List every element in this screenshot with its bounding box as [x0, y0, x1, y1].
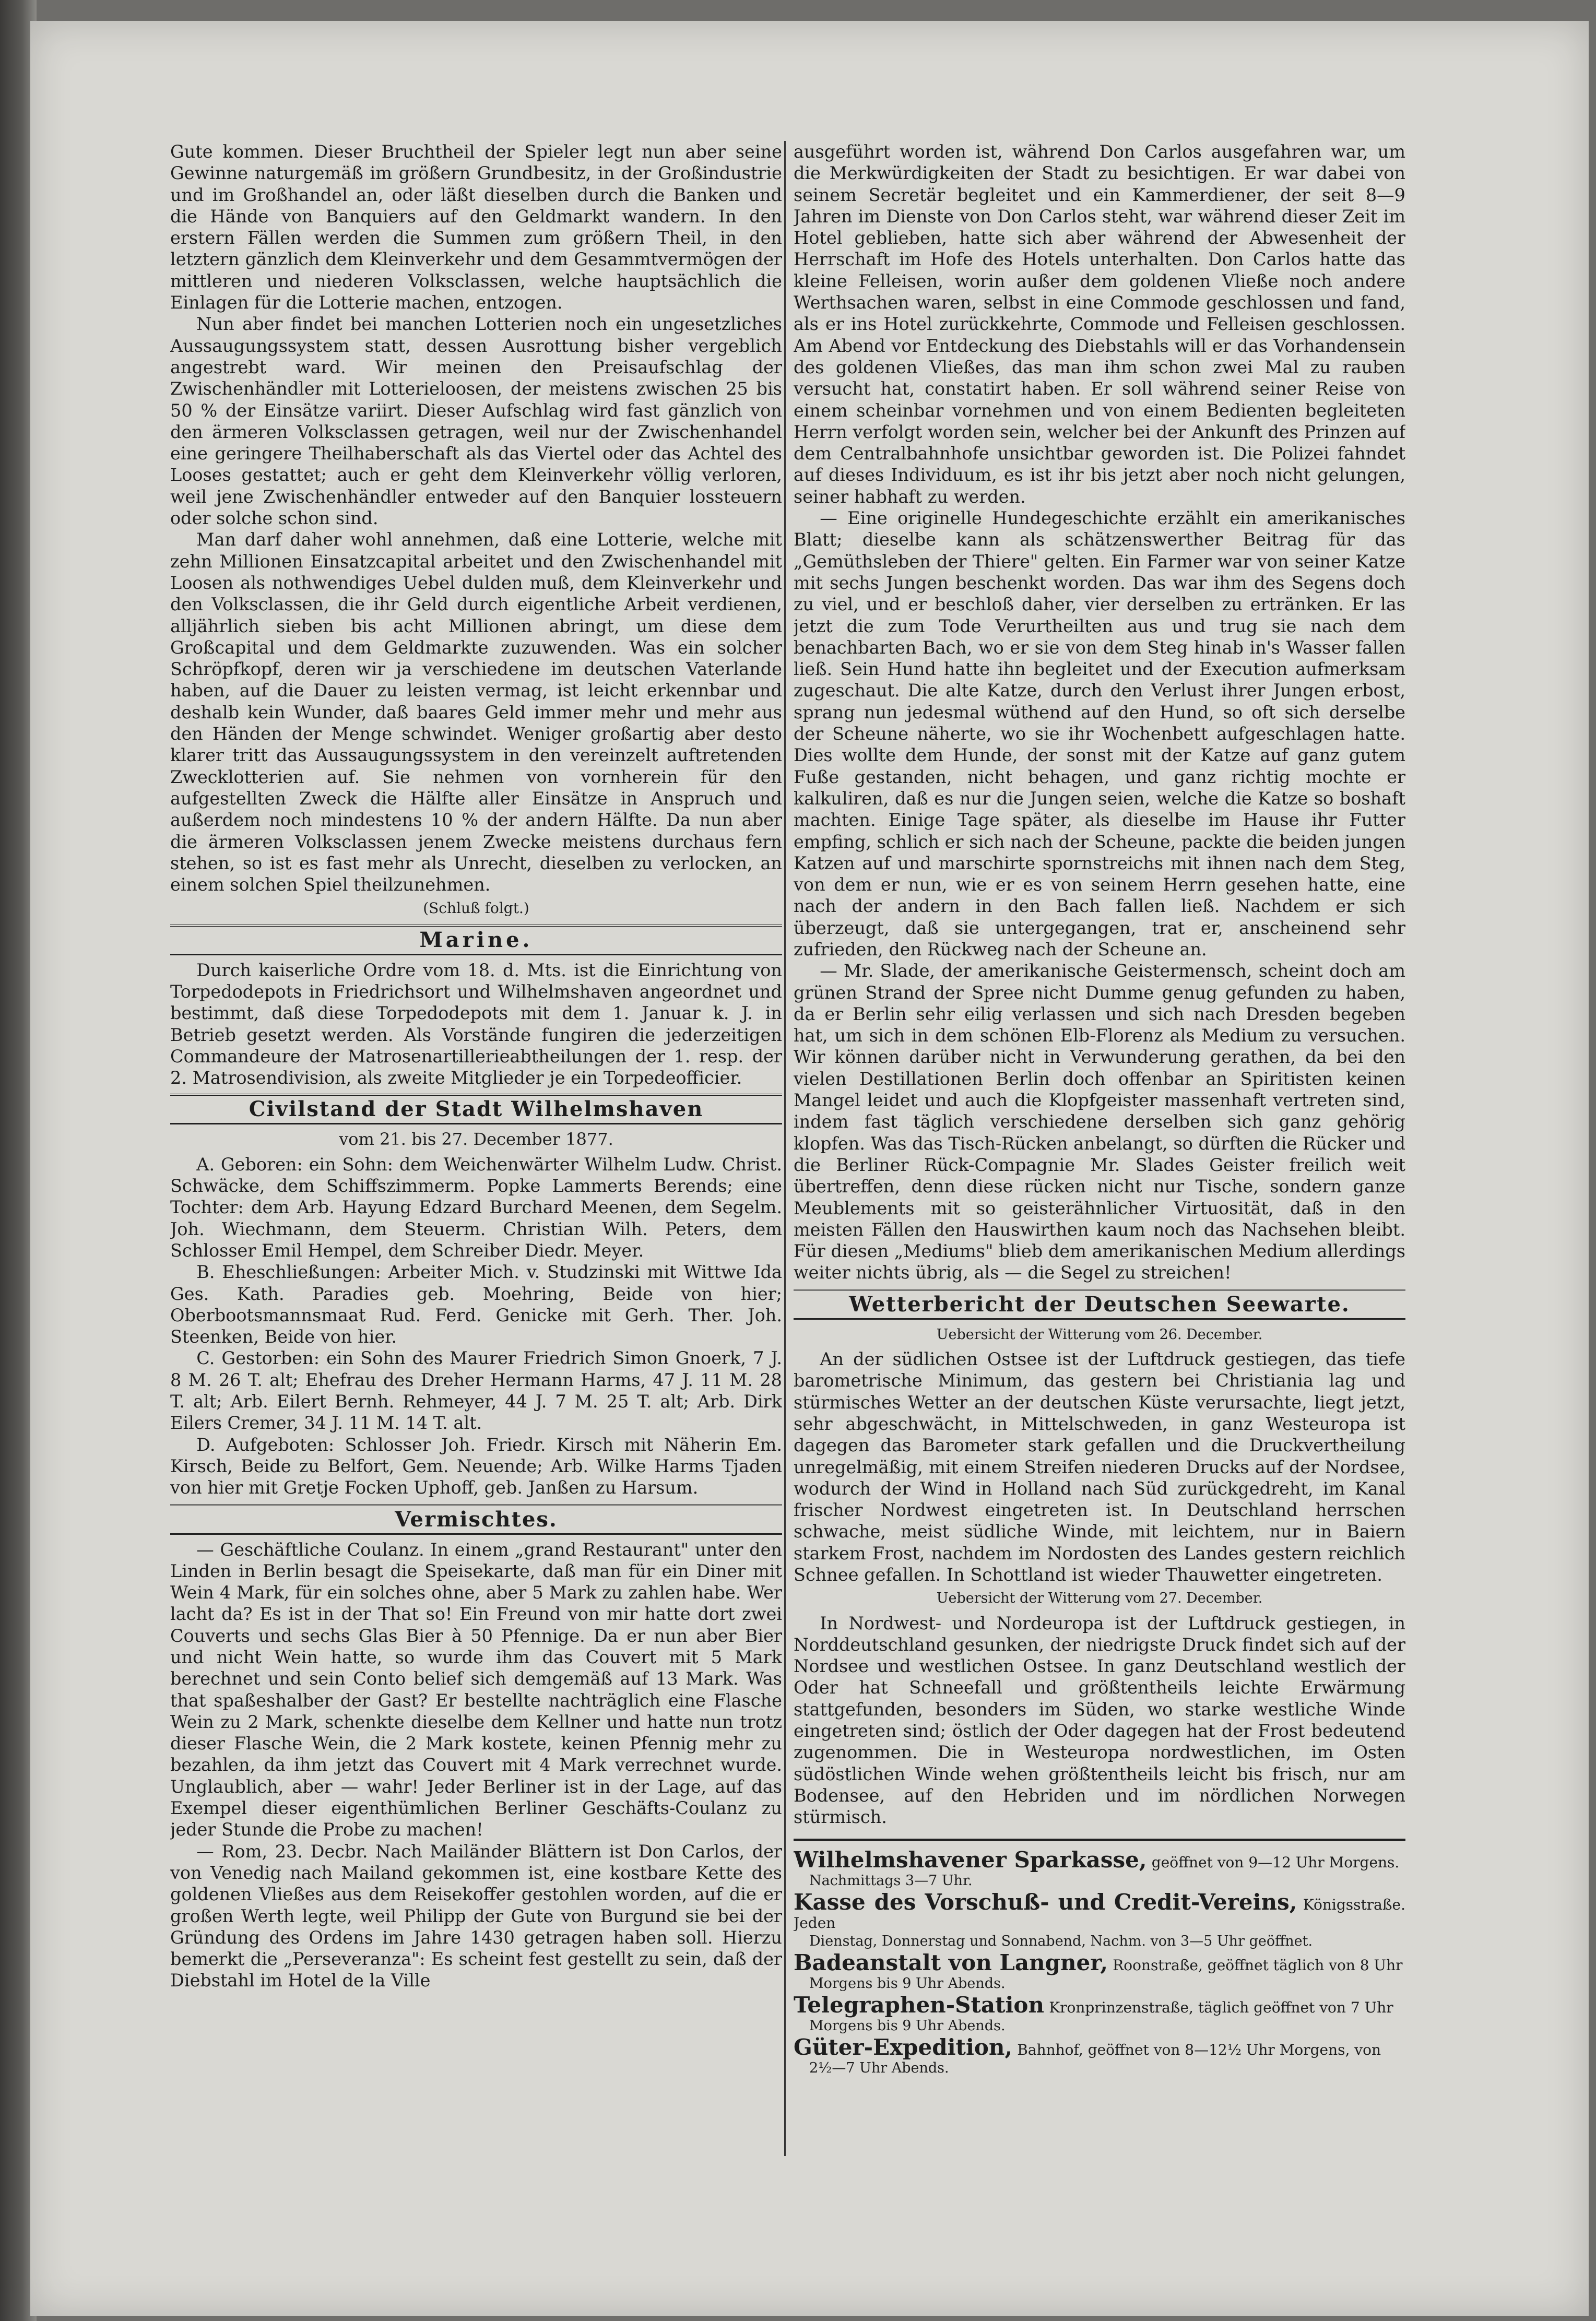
ad-hours: Dienstag, Donnerstag und Sonnabend, Nachm. von 3—5 Uhr geöffnet. [809, 1933, 1313, 1949]
misc-paragraph: — Rom, 23. Decbr. Nach Mailänder Blättern ist Don Carlos, der von Venedig nach Mailand gekommen ist, eine kostbare Kette des goldenen Vließes aus dem Reisekoffer gestohlen worden, auf die er großen Werth legte, weil Philipp der Gute von Burgund sie bei der Gründung des Ordens im Jahre 1430 getragen haben soll. Hierzu bemerkt die „Perseveranza": Es scheint fest gestellt zu sein, daß der Diebstahl im Hotel de la Ville [170, 1841, 782, 1991]
ad-entry [794, 1846, 1405, 1890]
ad-entry [794, 1949, 1405, 1993]
ad-entry [794, 1889, 1405, 1950]
article-paragraph: — Eine originelle Hundegeschichte erzählt ein amerikanisches Blatt; dieselbe kann als schätzenswerther Beitrag für das „Gemüthsleben der Thiere" gelten. Ein Farmer war von seiner Katze mit sechs Jungen beschenkt worden. Das war ihm des Segens doch zu viel, und er beschloß daher, vier derselben zu ertränken. Er las jetzt die zum Tode Verurtheilten aus und trug sie nach dem benachbarten Bach, wo er sie von dem Steg hinab in's Wasser fallen ließ. Sein Hund hatte ihn begleitet und der Execution aufmerksam zugeschaut. Die alte Katze, durch den Verlust ihrer Jungen erbost, sprang nun jedesmal wüthend auf den Hund, so oft sich derselbe der Scheune näherte, wo sie ihr Wochenbett aufgeschlagen hatte. Dies wollte dem Hunde, der sonst mit der Katze auf ganz gutem Fuße gestanden, nicht behagen, und ganz richtig mochte er kalkuliren, daß es nur die Jungen seien, welche die Katze so boshaft machten. Einige Tage später, als dieselbe im Hause ihr Futter empfing, schlich er sich nach der Scheune, packte die beiden jungen Katzen auf und marschirte spornstreichs mit ihnen nach dem Steg, von dem er nun, wie er es von seinem Herrn gesehen hatte, eine nach der andern in den Bach fallen ließ. Nachdem er sich überzeugt, daß sie untergegangen, trat er, anscheinend sehr zufrieden, den Rückweg nach der Scheune an. [794, 508, 1405, 960]
ad-entry [794, 1992, 1405, 2035]
ad-hours: Morgens bis 9 Uhr Abends. [809, 1975, 1006, 1992]
ad-name: Güter-Expedition, [794, 2034, 1013, 2060]
ad-hours: Morgens bis 9 Uhr Abends. [809, 2017, 1006, 2034]
weather-heading-box [794, 1289, 1405, 1320]
article-paragraph: Gute kommen. Dieser Bruchtheil der Spieler legt nun aber seine Gewinne naturgemäß im größern Grundbesitz, in der Großindustrie und im Großhandel an, oder läßt dieselben durch die Banken und die Hände von Banquiers auf den Geldmarkt wandern. In den erstern Fällen werden die Summen zum größern Theil, in den letztern gänzlich dem Kleinverkehr und dem Gesammtvermögen der mittleren und niederen Volksclassen, welche hauptsächlich die Einlagen für die Lotterie machen, entzogen. [170, 141, 782, 313]
right-column [794, 141, 1405, 2208]
article-paragraph: Man darf daher wohl annehmen, daß eine Lotterie, welche mit zehn Millionen Einsatzcapital arbeitet und den Zwischenhandel mit Loosen als nothwendiges Uebel dulden muß, dem Kleinverkehr und den Volksclassen, die ihr Geld durch eigentliche Arbeit verdienen, alljährlich sieben bis acht Millionen abringt, um diese dem Großcapital und dem Geldmarkte zuzuwenden. Was ein solcher Schröpfkopf, deren wir ja verschiedene im deutschen Vaterlande haben, auf die Dauer zu leisten vermag, ist leicht erkennbar und deshalb kein Wunder, daß baares Geld immer mehr und mehr aus den Händen der Menge schwindet. Weniger großartig aber desto klarer tritt das Aussaugungssystem in den vereinzelt auftretenden Zwecklotterien auf. Sie nehmen von vornherein für den aufgestellten Zweck die Hälfte aller Einsätze in Anspruch und außerdem noch mindestens 10 % der andern Hälfte. Da nun aber die ärmeren Volksclassen jenem Zwecke meistens durchaus fern stehen, so ist es fast mehr als Unrecht, dieselben zu verlocken, an einem solchen Spiel theilzunehmen. [170, 529, 782, 895]
marine-heading-box [170, 925, 782, 955]
ad-name: Wilhelmshavener Sparkasse, [794, 1846, 1147, 1873]
civil-entry: C. Gestorben: ein Sohn des Maurer Friedrich Simon Gnoerk, 7 J. 8 M. 26 T. alt; Ehefrau des Dreher Hermann Harms, 47 J. 11 M. 28 T. alt; Arb. Eilert Bernh. Rehmeyer, 44 J. 7 M. 25 T. alt; Arb. Dirk Eilers Cremer, 34 J. 11 M. 14 T. alt. [170, 1348, 782, 1434]
civil-entry: D. Aufgeboten: Schlosser Joh. Friedr. Kirsch mit Näherin Em. Kirsch, Beide zu Belfort, Gem. Neuende; Arb. Wilke Harms Tjaden von hier mit Gretje Focken Uphoff, geb. Janßen zu Harsum. [170, 1434, 782, 1498]
article-paragraph: — Mr. Slade, der amerikanische Geistermensch, scheint doch am grünen Strand der Spree nicht Dumme genug gefunden zu haben, da er Berlin sehr eilig verlassen und sich nach Dresden begeben hat, um sich in dem schönen Elb-Florenz als Medium zu versuchen. Wir können darüber nicht in Verwunderung gerathen, da bei den vielen Destillationen Berlin doch offenbar an Spiritisten keinen Mangel leidet und auch die Klopfgeister massenhaft vertreten sind, indem fast täglich verschiedene derselben sich ganz gehörig klopfen. Was das Tisch-Rücken anbelangt, so dürften die Rücker und die Berliner Rück-Compagnie Mr. Slades Geister freilich weit übertreffen, denn diese rücken nicht nur Tische, sondern ganze Meublements mit so geisterähnlicher Virtuosität, daß in den meisten Fällen den Hauswirthen kaum noch das Nachsehen bleibt. Für diesen „Mediums" blieb dem amerikanischen Medium allerdings weiter nichts übrig, als — die Segel zu streichen! [794, 961, 1405, 1283]
section-heading-civil: Civilstand der Stadt Wilhelmshaven [249, 1097, 704, 1122]
weather-text: In Nordwest- und Nordeuropa ist der Luftdruck gestiegen, in Norddeutschland gesunken, der niedrigste Druck findet sich auf der Nordsee und westlichen Ostsee. In ganz Deutschland westlich der Oder hat Schneefall und größtentheils leichte Erwärmung stattgefunden, besonders im Süden, wo starke westliche Winde eingetreten sind; östlich der Oder dagegen hat der Frost bedeutend zugenommen. Die in Westeuropa nordwestlichen, im Osten südöstlichen Winde wehen größtentheils leicht bis frisch, nur am Bodensee, auf den Hebriden und im nördlichen Norwegen stürmisch. [794, 1613, 1405, 1828]
ad-name: Telegraphen-Station [794, 1992, 1044, 2018]
ad-hours: Nachmittags 3—7 Uhr. [809, 1872, 973, 1889]
advertisement-block [794, 1839, 1405, 2077]
ad-info: Kronprinzenstraße, täglich geöffnet von 7 Uhr [1049, 1998, 1393, 2016]
continuation-note: (Schluß folgt.) [423, 899, 529, 917]
section-heading-marine: Marine. [419, 927, 533, 952]
weather-subheading: Uebersicht der Witterung vom 26. December. [936, 1326, 1263, 1343]
civil-heading-box [170, 1094, 782, 1124]
civil-date-range: vom 21. bis 27. December 1877. [339, 1129, 613, 1150]
newspaper-page [30, 21, 1589, 2316]
weather-text: An der südlichen Ostsee ist der Luftdruck gestiegen, das tiefe barometrische Minimum, das gestern bei Christiania lag und stürmisches Wetter an der deutschen Küste verursachte, liegt jetzt, sehr abgeschwächt, in Mittelschweden, in ganz Westeuropa ist dagegen das Barometer stark gefallen und die Druckvertheilung unregelmäßig, mit einem Streifen niederen Drucks auf der Nordsee, wodurch der Wind in Holland nach Süd zurückgedreht, im Kanal frischer Nordwest eingetreten ist. In Deutschland herrschen schwache, meist südliche Winde, mit leichtem, nur in Baiern starkem Frost, nachdem im Nordosten des Landes gestern reichlich Schnee gefallen. In Schottland ist wieder Thauwetter eingetreten. [794, 1349, 1405, 1585]
marine-text: Durch kaiserliche Ordre vom 18. d. Mts. ist die Einrichtung von Torpedodepots in Friedrichsort und Wilhelmshaven angeordnet und bestimmt, daß diese Torpedodepots mit dem 1. Januar k. J. in Betrieb gesetzt werden. Als Vorstände fungiren die jederzeitigen Commandeure der Matrosenartillerieabtheilungen der 1. resp. der 2. Matrosendivision, als zweite Mitglieder je ein Torpedeofficier. [170, 960, 782, 1088]
ad-name: Kasse des Vorschuß- und Credit-Vereins, [794, 1889, 1297, 1915]
article-paragraph: Nun aber findet bei manchen Lotterien noch ein ungesetzliches Aussaugungssystem statt, dessen Ausrottung bisher vergeblich angestrebt ward. Wir meinen den Preisaufschlag der Zwischenhändler mit Lotterieloosen, der meistens zwischen 25 bis 50 % der Einsätze variirt. Dieser Aufschlag wird fast gänzlich von den ärmeren Volksclassen getragen, weil nur der Zwischenhandel eine geringere Theilhaberschaft als das Viertel oder das Achtel des Looses gestattet; auch er geht dem Kleinverkehr völlig verloren, weil jene Zwischenhändler entweder auf den Banquier lossteuern oder solche schon sind. [170, 314, 782, 529]
ad-info: Bahnhof, geöffnet von 8—12½ Uhr Morgens, von [1017, 2041, 1381, 2058]
ad-info: geöffnet von 9—12 Uhr Morgens. [1151, 1853, 1400, 1871]
misc-paragraph: — Geschäftliche Coulanz. In einem „grand Restaurant" unter den Linden in Berlin besagt die Speisekarte, daß man für ein Diner mit Wein 4 Mark, für ein solches ohne, aber 5 Mark zu zahlen habe. Wer lacht da? Es ist in der That so! Ein Freund von mir hatte dort zwei Couverts und sechs Glas Bier à 50 Pfennige. Da er nun aber Bier und nicht Wein hatte, so wurde ihm das Couvert mit 5 Mark berechnet und sein Conto belief sich demgemäß auf 13 Mark. Was that spaßeshalber der Gast? Er bestellte nachträglich eine Flasche Wein zu 2 Mark, schenkte dieselbe dem Kellner und hatte nun trotz dieser Flasche Wein, die 2 Mark kostete, keinen Pfennig mehr zu bezahlen, da ihm jetzt das Couvert mit 4 Mark verrechnet wurde. Unglaublich, aber — wahr! Jeder Berliner ist in der Lage, auf das Exempel dieser eigenthümlichen Berliner Geschäfts-Coulanz zu jeder Stunde die Probe zu machen! [170, 1539, 782, 1840]
civil-entry: B. Eheschließungen: Arbeiter Mich. v. Studzinski mit Wittwe Ida Ges. Kath. Paradies geb. Moehring, Beide von hier; Oberbootsmannsmaat Rud. Ferd. Genicke mit Gerh. Ther. Joh. Steenken, Beide von hier. [170, 1262, 782, 1347]
civil-entry: A. Geboren: ein Sohn: dem Weichenwärter Wilhelm Ludw. Christ. Schwäcke, dem Schiffszimmerm. Popke Lammerts Berends; eine Tochter: dem Arb. Hayung Edzard Burchard Meenen, dem Segelm. Joh. Wiechmann, dem Steuerm. Christian Wilh. Peters, dem Schlosser Emil Hempel, dem Schreiber Diedr. Meyer. [170, 1154, 782, 1261]
left-column [170, 141, 782, 2208]
ad-info: Roonstraße, geöffnet täglich von 8 Uhr [1113, 1956, 1403, 1974]
section-heading-weather: Wetterbericht der Deutschen Seewarte. [849, 1292, 1350, 1317]
weather-subheading: Uebersicht der Witterung vom 27. December. [936, 1590, 1263, 1607]
section-heading-misc: Vermischtes. [395, 1507, 558, 1532]
article-paragraph: ausgeführt worden ist, während Don Carlos ausgefahren war, um die Merkwürdigkeiten der Stadt zu besichtigen. Er war dabei von seinem Secretär begleitet und ein Kammerdiener, der seit 8—9 Jahren im Dienste von Don Carlos steht, war während dieser Zeit im Hotel geblieben, hatte sich aber während der Abwesenheit der Herrschaft im Hofe des Hotels unterhalten. Don Carlos hatte das kleine Felleisen, worin außer dem goldenen Vließe noch andere Werthsachen waren, selbst in eine Commode geschlossen und fand, als er ins Hotel zurückkehrte, Commode und Felleisen geschlossen. Am Abend vor Entdeckung des Diebstahls will er das Vorhandensein des goldenen Vließes, das man ihm schon zwei Mal zu rauben versucht hat, constatirt haben. Er soll während seiner Reise von einem scheinbar vornehmen und von einem Bedienten begleiteten Herrn verfolgt worden sein, welcher bei der Ankunft des Prinzen auf dem Centralbahnhofe unsichtbar geworden ist. Die Polizei fahndet auf dieses Individuum, es ist ihr bis jetzt aber noch nicht gelungen, seiner habhaft zu werden. [794, 141, 1405, 507]
ad-name: Badeanstalt von Langner, [794, 1949, 1108, 1975]
ad-info: Königsstraße. Jeden [794, 1896, 1405, 1932]
misc-heading-box [170, 1504, 782, 1535]
column-divider [784, 141, 786, 2156]
ad-hours: 2½—7 Uhr Abends. [809, 2059, 949, 2076]
ad-entry [794, 2034, 1405, 2077]
